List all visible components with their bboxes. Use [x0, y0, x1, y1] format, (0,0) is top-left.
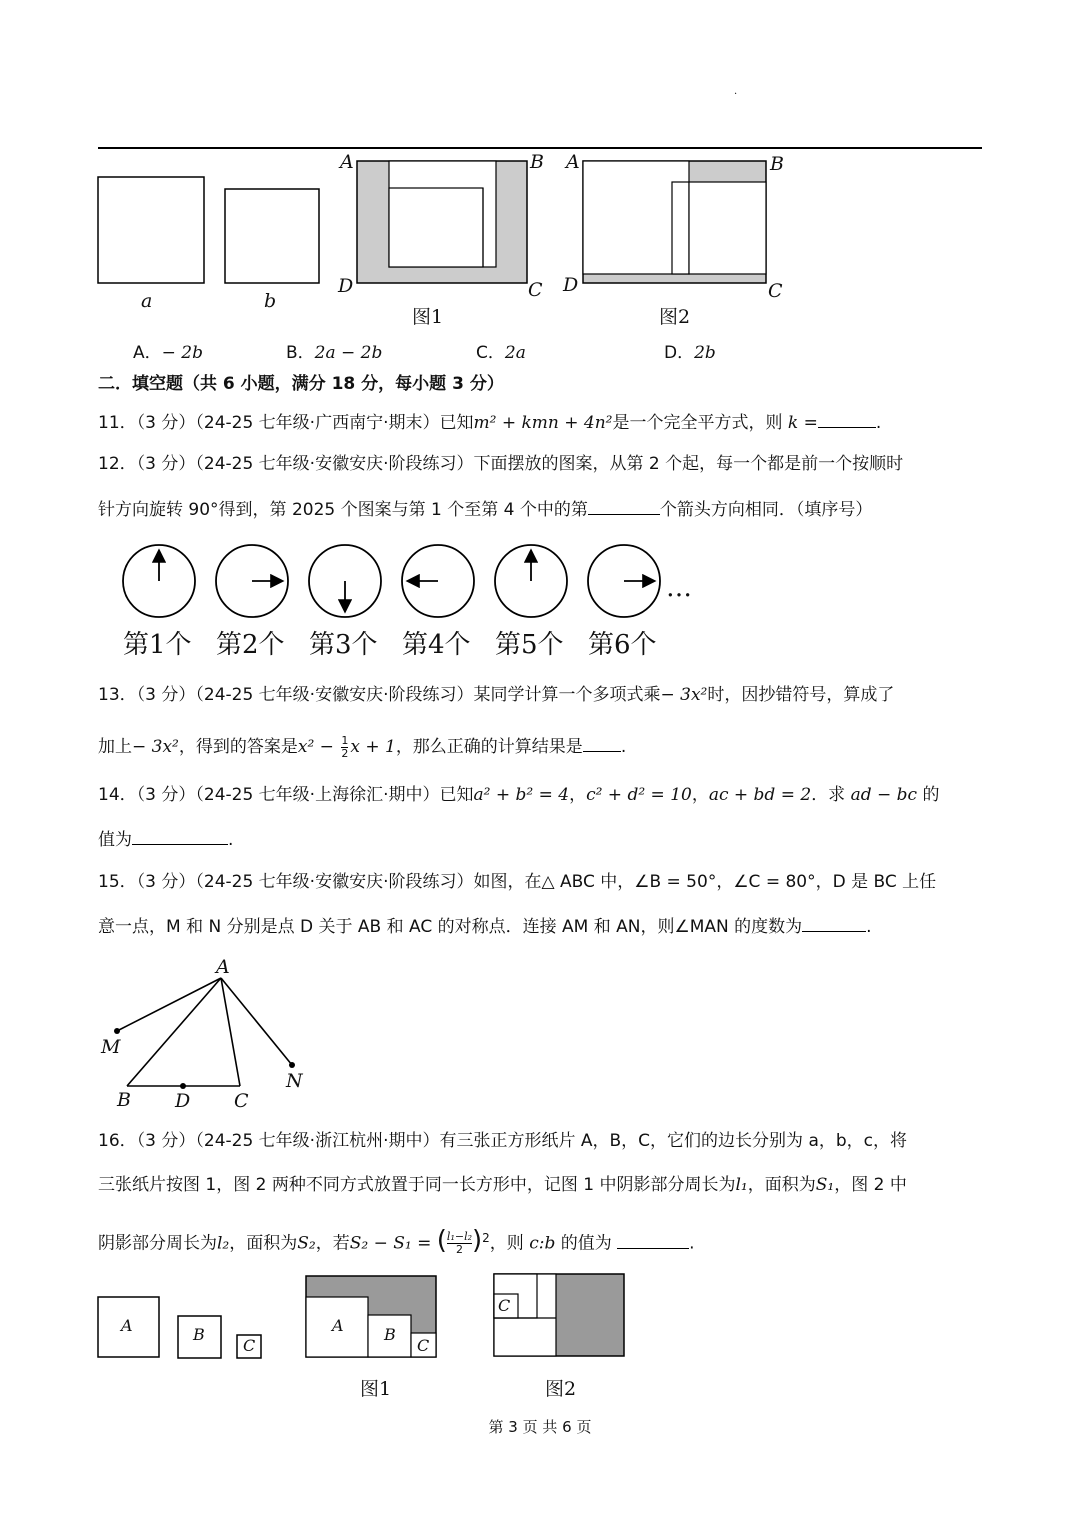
square-b — [225, 189, 319, 283]
question-16-line1: 16．（3 分）（24-25 七年级·浙江杭州·期中）有三张正方形纸片 A，B，C，它们的边长分别为 a，b，c，将 — [98, 1131, 908, 1151]
page-footer: 第 3 页 共 6 页 — [488, 1418, 592, 1436]
question-16-line2: 三张纸片按图 1，图 2 两种不同方式放置于同一长方形中，记图 1 中阴影部分周长为l₁，面积为S₁，图 2 中 — [98, 1175, 907, 1195]
fig2-sq-label-C: C — [498, 1296, 511, 1315]
section2-title: 二．填空题（共 6 小题，满分 18 分，每小题 3 分） — [98, 374, 504, 394]
label-C: C — [234, 1090, 249, 1112]
label-A: A — [216, 956, 230, 978]
sq-label-C: C — [243, 1336, 256, 1355]
clock-label-1: 第1个 — [123, 630, 192, 660]
question-13-line2: 加上− 3x²，得到的答案是x² − $\frac{1}{2}$ x + 1，那么正确的计算结果是 . — [98, 733, 627, 760]
fig2-label-D: D — [563, 274, 579, 296]
fig1-rectangle — [357, 161, 527, 283]
fig1-label-D: D — [338, 275, 354, 297]
label-N: N — [286, 1070, 303, 1092]
fig1-label-C: C — [528, 279, 543, 301]
sq-label-A: A — [121, 1316, 133, 1335]
square-a — [98, 177, 204, 283]
question-11: 11．（3 分）（24-25 七年级·广西南宁·期末）已知m² + kmn + 4n²是一个完全平方式，则 k = . — [98, 409, 881, 435]
fig2-label-C: C — [768, 280, 783, 302]
question-14-line1: 14．（3 分）（24-25 七年级·上海徐汇·期中）已知a² + b² = 4，c² + d² = 10，ac + bd = 2．求 ad − bc 的 — [98, 785, 940, 805]
question-14-line2: 值为 . — [98, 826, 233, 852]
clock-6 — [588, 545, 660, 617]
fig1-caption: 图1 — [412, 306, 444, 328]
clock-5 — [495, 545, 567, 617]
choice-b: B．2a − 2b — [286, 343, 383, 363]
label-b: b — [264, 290, 277, 312]
clock-ellipsis: … — [666, 573, 692, 603]
fig1-label-A: A — [340, 151, 354, 173]
fig1-sq-label-B: B — [384, 1325, 396, 1344]
fig1-sq-label-C: C — [417, 1336, 430, 1355]
label-D: D — [175, 1090, 191, 1112]
clock-label-3: 第3个 — [309, 630, 378, 660]
clock-label-4: 第4个 — [402, 630, 471, 660]
question-15-line1: 15．（3 分）（24-25 七年级·安徽安庆·阶段练习）如图，在△ ABC 中，∠B = 50°，∠C = 80°，D 是 BC 上任 — [98, 872, 937, 892]
clock-label-5: 第5个 — [495, 630, 564, 660]
choice-a: A．− 2b — [133, 343, 203, 363]
clock-label-2: 第2个 — [216, 630, 285, 660]
question-12-line2: 针方向旋转 90°得到，第 2025 个图案与第 1 个至第 4 个中的第 个箭头方向相同．（填序号） — [98, 496, 872, 522]
label-B: B — [117, 1089, 131, 1111]
question-13-line1: 13．（3 分）（24-25 七年级·安徽安庆·阶段练习）某同学计算一个多项式乘− 3x²时，因抄错符号，算成了 — [98, 685, 895, 705]
squares-figure-svg — [0, 1270, 1080, 1370]
label-a: a — [141, 290, 153, 312]
question-12-line1: 12．（3 分）（24-25 七年级·安徽安庆·阶段练习）下面摆放的图案，从第 2 个起，每一个都是前一个按顺时 — [98, 454, 904, 474]
fig1-label-B: B — [530, 151, 544, 173]
clock-2 — [216, 545, 288, 617]
clock-1 — [123, 545, 195, 617]
question-15-line2: 意一点，M 和 N 分别是点 D 关于 AB 和 AC 的对称点．连接 AM 和 AN，则∠MAN 的度数为 . — [98, 913, 872, 939]
q16-fig1-caption: 图1 — [360, 1378, 392, 1400]
fig2-rectangle — [583, 161, 766, 283]
clock-label-6: 第6个 — [588, 630, 657, 660]
clock-4 — [402, 545, 474, 617]
label-M: M — [101, 1036, 121, 1058]
fig1-sq-label-A: A — [332, 1316, 344, 1335]
fig2-caption: 图2 — [659, 306, 691, 328]
sq-label-B: B — [193, 1325, 205, 1344]
choice-c: C．2a — [476, 343, 526, 363]
q16-fig2-caption: 图2 — [545, 1378, 577, 1400]
fig2-label-A: A — [566, 151, 580, 173]
choice-d: D．2b — [664, 343, 716, 363]
clock-3 — [309, 545, 381, 617]
question-16-line3: 阴影部分周长为l₂，面积为S₂，若S₂ − S₁ = ( $\frac{\text{l₁−l₂}}{2}$ )$^2$，则 c:b 的值为 . — [98, 1225, 695, 1257]
header-dot: . — [734, 86, 738, 97]
fig2-label-B: B — [770, 153, 784, 175]
